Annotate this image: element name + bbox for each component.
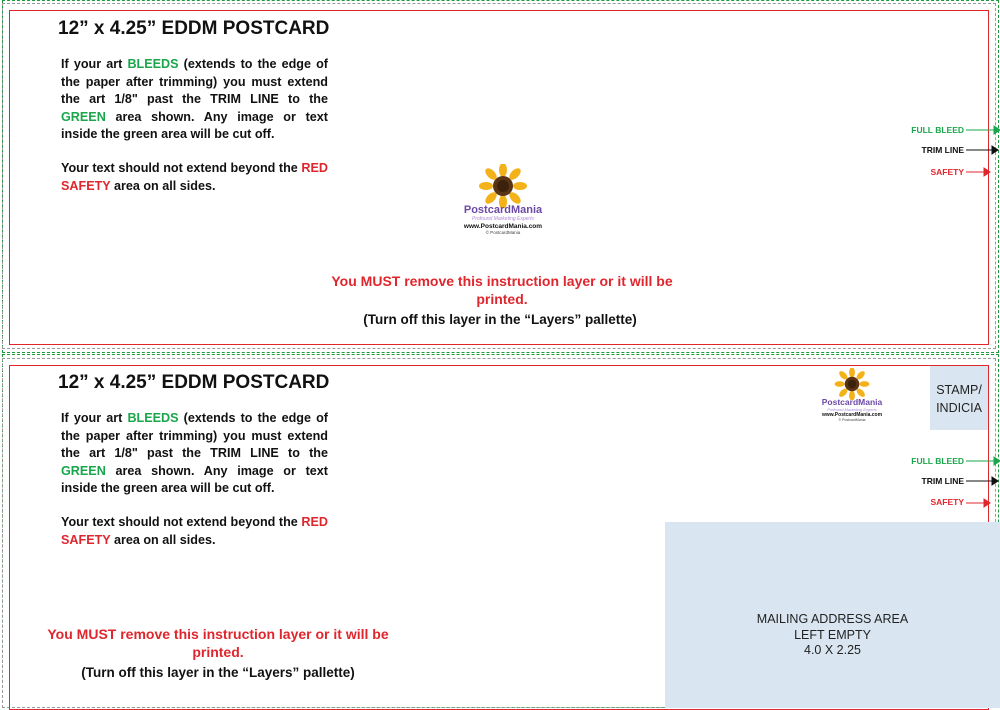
safety-instructions: Your text should not extend beyond the RED SAFETY area on all sides. xyxy=(61,515,328,547)
legend-safety-label: SAFETY xyxy=(930,497,964,507)
safety-arrow xyxy=(966,499,990,507)
page-title: 12” x 4.25” EDDM POSTCARD xyxy=(58,372,330,393)
bleed-instructions: If your art BLEEDS (extends to the edge of the paper after trimming) you must extend the art 1/8" past the TRIM LINE to the GREEN area shown. Any image or text inside the green area will be cut off. xyxy=(61,411,328,496)
full-bleed-arrow xyxy=(966,126,1000,134)
legend-arrows xyxy=(964,124,1000,178)
legend-full-bleed-label: FULL BLEED xyxy=(911,125,964,135)
postcard-back xyxy=(0,354,1000,708)
logo-url: www.PostcardMania.com xyxy=(463,223,543,230)
logo-tagline: Profound Marketing Experts xyxy=(827,407,877,412)
legend-full-bleed-label: FULL BLEED xyxy=(911,456,964,466)
logo-copyright: © PostcardMania xyxy=(838,418,866,422)
logo-brand: PostcardMania xyxy=(463,204,543,216)
trim-line-arrow xyxy=(966,146,998,154)
mailing-address-area xyxy=(665,522,1000,708)
logo-tagline: Profound Marketing Experts xyxy=(472,216,534,222)
indicia-label: INDICIA xyxy=(936,401,982,415)
logo xyxy=(448,164,558,235)
sunflower-icon xyxy=(834,368,870,400)
logo-url: www.PostcardMania.com xyxy=(821,412,883,418)
logo xyxy=(812,368,892,422)
trim-line-arrow xyxy=(966,477,998,485)
warning-text: You MUST remove this instruction layer or it will be printed. xyxy=(47,626,389,660)
logo-copyright: © PostcardMania xyxy=(485,230,521,235)
warning-text: You MUST remove this instruction layer or it will be printed. xyxy=(331,273,673,307)
stamp-label: STAMP/ xyxy=(936,383,982,397)
legend-trim-line-label: TRIM LINE xyxy=(921,145,964,155)
left-empty-label: LEFT EMPTY xyxy=(794,627,871,642)
legend-trim-line-label: TRIM LINE xyxy=(921,476,964,486)
legend-safety-label: SAFETY xyxy=(930,167,964,177)
layer-instruction: (Turn off this layer in the “Layers” pallette) xyxy=(363,312,637,327)
address-size-label: 4.0 X 2.25 xyxy=(804,643,861,657)
sunflower-icon xyxy=(479,164,527,208)
bleed-instructions: If your art BLEEDS (extends to the edge of the paper after trimming) you must extend the art 1/8" past the TRIM LINE to the GREEN area shown. Any image or text inside the green area will be cut off. xyxy=(61,57,328,142)
stamp-indicia-box xyxy=(930,366,988,430)
page-title: 12” x 4.25” EDDM POSTCARD xyxy=(58,18,330,39)
legend-arrows xyxy=(964,455,1000,509)
mailing-address-label: MAILING ADDRESS AREA xyxy=(756,612,909,626)
safety-arrow xyxy=(966,168,990,176)
full-bleed-arrow xyxy=(966,457,1000,465)
safety-instructions: Your text should not extend beyond the RED SAFETY area on all sides. xyxy=(61,161,328,193)
postcard-front xyxy=(0,0,1000,354)
layer-instruction: (Turn off this layer in the “Layers” pallette) xyxy=(81,665,355,680)
logo-brand: PostcardMania xyxy=(821,397,883,407)
